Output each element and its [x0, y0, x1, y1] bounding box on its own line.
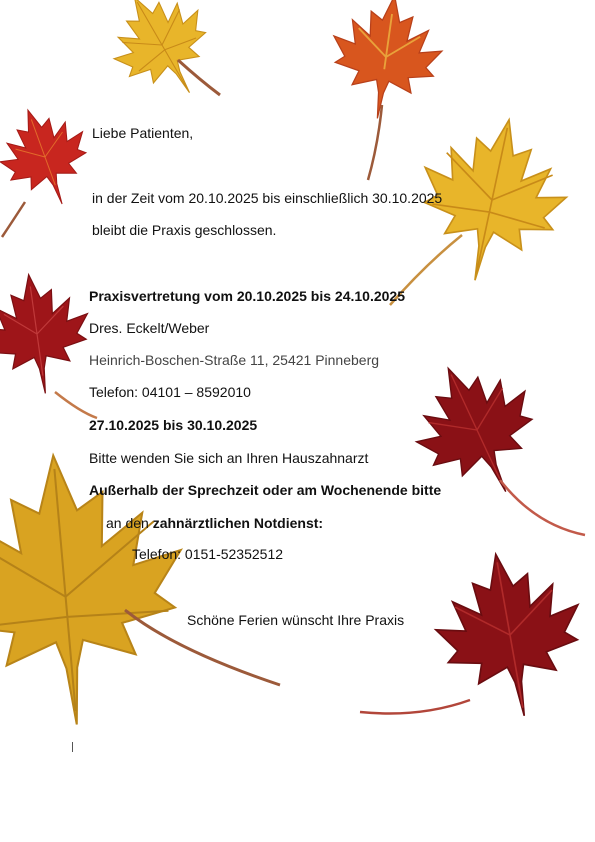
second-period-heading: 27.10.2025 bis 30.10.2025	[89, 417, 258, 433]
emergency-phone: Telefon: 0151-52352512	[132, 546, 284, 562]
closure-period-text: in der Zeit vom 20.10.2025 bis einschließlich 30.10.2025	[92, 190, 443, 206]
replacement-name: Dres. Eckelt/Weber	[89, 320, 210, 336]
emergency-service-name: zahnärztlichen Notdienst:	[152, 515, 324, 531]
replacement-heading: Praxisvertretung vom 20.10.2025 bis 24.10.2025	[89, 288, 405, 304]
emergency-prefix: an den	[106, 515, 153, 531]
farewell-text: Schöne Ferien wünscht Ihre Praxis	[187, 612, 405, 628]
greeting: Liebe Patienten,	[92, 125, 194, 141]
yellow-maple-leaf-top-left	[90, 0, 240, 115]
replacement-phone: Telefon: 04101 – 8592010	[89, 384, 251, 400]
yellow-maple-leaf-right	[380, 105, 580, 315]
second-period-text: Bitte wenden Sie sich an Ihren Hauszahnarzt	[89, 450, 369, 466]
replacement-address: Heinrich-Boschen-Straße 11, 25421 Pinneberg	[89, 352, 380, 368]
closure-status-text: bleibt die Praxis geschlossen.	[92, 222, 277, 238]
text-cursor	[72, 742, 73, 752]
dark-red-maple-leaf-bottom-right	[360, 550, 595, 718]
emergency-heading: Außerhalb der Sprechzeit oder am Wochenende bitte	[89, 482, 442, 498]
emergency-service-line	[106, 514, 323, 532]
red-maple-leaf-left	[0, 92, 100, 242]
dark-red-maple-leaf-right	[405, 335, 595, 545]
